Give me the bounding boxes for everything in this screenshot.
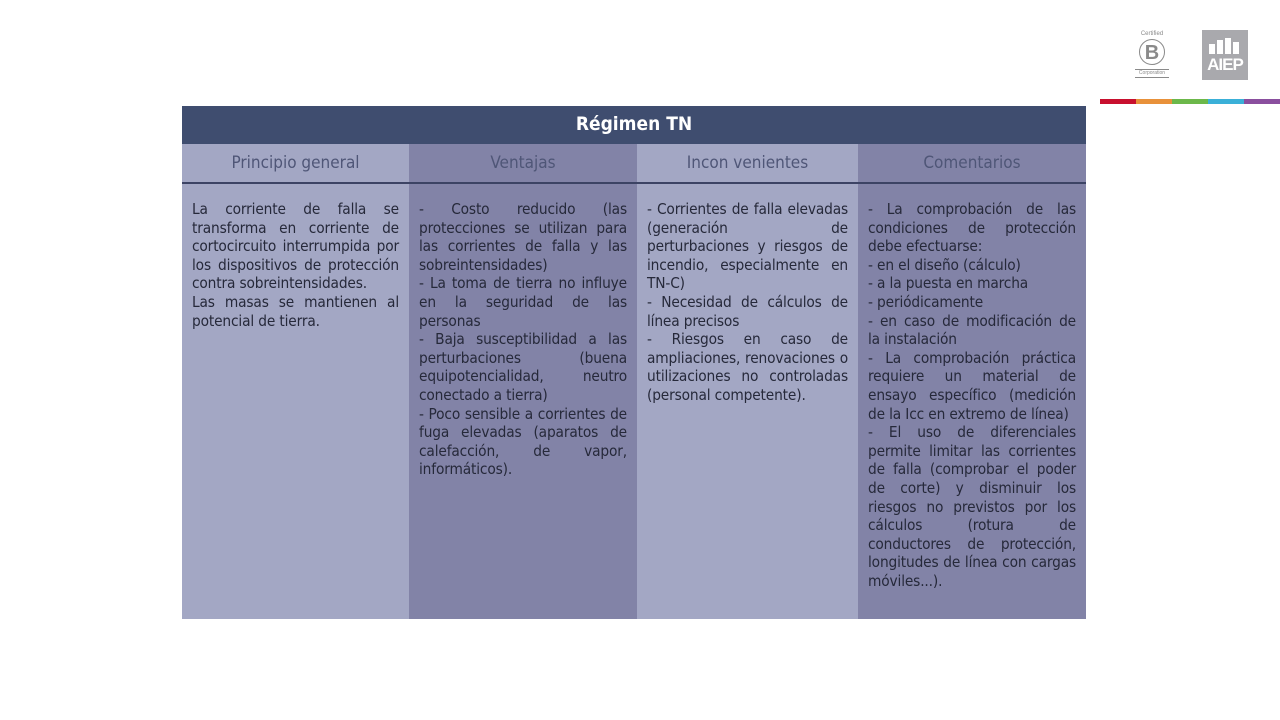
column-principio-general xyxy=(182,144,409,619)
aiep-logo-text: AIEP xyxy=(1207,55,1243,74)
cell-paragraph: - Necesidad de cálculos de línea precisos xyxy=(647,292,848,330)
bcorp-b-icon: B xyxy=(1139,39,1165,65)
cell-paragraph: - La comprobación práctica requiere un material de ensayo específico (medición de la Icc en extremo de línea) xyxy=(868,348,1076,423)
table-title: Régimen TN xyxy=(182,106,1086,144)
cell-inconvenientes xyxy=(637,184,858,405)
column-ventajas xyxy=(409,144,637,619)
header-comentarios: Comentarios xyxy=(858,144,1086,184)
cell-comentarios xyxy=(858,184,1086,590)
cell-paragraph: - Corrientes de falla elevadas (generación de perturbaciones y riesgos de incendio, especialmente en TN-C) xyxy=(647,200,848,293)
cell-principio-general xyxy=(182,184,409,330)
cell-ventajas xyxy=(409,184,637,479)
column-comentarios xyxy=(858,144,1086,619)
column-inconvenientes xyxy=(637,144,858,619)
aiep-logo xyxy=(1202,30,1248,80)
cell-paragraph: - El uso de diferenciales permite limitar las corrientes de falla (comprobar el poder de corte) y disminuir los riesgos no previstos por los cálculos (rotura de conductores de protección, longitudes de línea con cargas móviles...). xyxy=(868,423,1076,590)
stripe-segment xyxy=(1100,99,1136,104)
cell-paragraph: - en caso de modificación de la instalación xyxy=(868,311,1076,349)
cell-paragraph: - La comprobación de las condiciones de protección debe efectuarse: xyxy=(868,200,1076,256)
stripe-segment xyxy=(1208,99,1244,104)
cell-paragraph: - Baja susceptibilidad a las perturbaciones (buena equipotencialidad, neutro conectado a tierra) xyxy=(419,330,627,404)
bcorp-logo xyxy=(1135,30,1169,82)
cell-paragraph: - a la puesta en marcha xyxy=(868,274,1029,293)
stripe-segment xyxy=(1244,99,1280,104)
brand-color-stripe xyxy=(1100,99,1280,104)
cell-paragraph: - Riesgos en caso de ampliaciones, renovaciones o utilizaciones no controladas (personal competente). xyxy=(647,330,848,404)
aiep-buildings-icon xyxy=(1209,38,1241,54)
stripe-segment xyxy=(1136,99,1172,104)
header-principio-general: Principio general xyxy=(182,144,409,184)
table-body xyxy=(182,144,1086,619)
bcorp-corporation-text: Corporation xyxy=(1135,69,1169,78)
cell-paragraph: - Costo reducido (las protecciones se utilizan para las corrientes de falla y las sobreintensidades) xyxy=(419,200,627,274)
cell-paragraph: La corriente de falla se transforma en corriente de cortocircuito interrumpida por los dispositivos de protección contra sobreintensidades. xyxy=(192,200,399,293)
cell-paragraph: - en el diseño (cálculo) xyxy=(868,255,1021,274)
cell-paragraph: - La toma de tierra no influye en la seguridad de las personas xyxy=(419,274,627,330)
cell-paragraph: - periódicamente xyxy=(868,292,984,311)
header-inconvenientes: Incon venientes xyxy=(637,144,858,184)
stripe-segment xyxy=(1172,99,1208,104)
cell-paragraph: Las masas se mantienen al potencial de tierra. xyxy=(192,292,399,330)
regimen-tn-table xyxy=(182,106,1086,619)
cell-paragraph: - Poco sensible a corrientes de fuga elevadas (aparatos de calefacción, de vapor, informáticos). xyxy=(419,404,627,479)
header-ventajas: Ventajas xyxy=(409,144,637,184)
bcorp-certified-text: Certified xyxy=(1140,31,1164,37)
